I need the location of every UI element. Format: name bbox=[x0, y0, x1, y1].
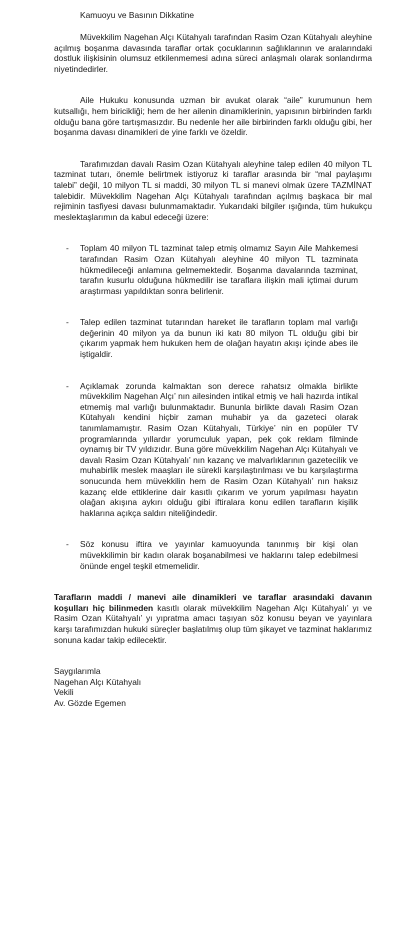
dash-marker: - bbox=[66, 317, 69, 328]
dash-marker: - bbox=[66, 539, 69, 550]
signature-lawyer: Av. Gözde Egemen bbox=[54, 697, 126, 708]
signature-client: Nagehan Alçı Kütahyalı bbox=[54, 676, 142, 687]
bullet-item bbox=[54, 243, 372, 296]
bullet-item bbox=[54, 381, 372, 519]
bullet-text: Açıklamak zorunda kalmaktan son derece rahatsız olmakla birlikte müvekkilim Nagehan Alçı’ nın ailesinden intikal etmiş ve hali hazırda intikal etmemiş mal varlığı bulunmaktadır. Bununla birlikte davalı Rasim Ozan Kütahyalı kendini hiçbir zaman muhabir ya da gazeteci olarak tanımlamamıştır. Rasim Ozan Kütahyalı, Türkiye’ nin en popüler TV programlarında yıllardır yorumculuk yapan, pek çok reklam filminde oynamış bir TV yıldızıdır. Buna göre müvekkilim Nagehan Alçı Kütahyalı ve davalı Rasim Ozan Kütahyalı’ nın kazanç ve malvarlıklarının gazetecilik ve muhabirlik meslek maaşları ile sürekli karşılaştırılması ve bu karşılaştırma sonucunda hem müvekkilin hem de Rasim Ozan Kütahyalı’ nın haksız kazanç elde ettiklerine dair kasıtlı çıkarım ve yorum yapılması hayatın olağan akışına aykırı olduğu gibi iftiralara konu edilen tarafların kişilik haklarına açıkça saldırı niteliğindedir. bbox=[80, 380, 358, 518]
spacer bbox=[54, 74, 372, 95]
spacer bbox=[54, 22, 372, 32]
bullet-text: Söz konusu iftira ve yayınlar kamuoyunda tanınmış bir kişi olan müvekkilimin bir kadın olarak boşanabilmesi ve haklarını talep edebilmesi önünde engel teşkil etmemelidir. bbox=[80, 539, 358, 571]
bullet-item bbox=[54, 317, 372, 359]
signature-greeting: Saygılarımla bbox=[54, 666, 101, 677]
spacer bbox=[54, 296, 372, 317]
bullet-item bbox=[54, 539, 372, 571]
spacer bbox=[54, 518, 372, 539]
spacer bbox=[54, 360, 372, 381]
paragraph-intro: Müvekkilim Nagehan Alçı Kütahyalı tarafından Rasim Ozan Kütahyalı aleyhine açılmış boşanma davasında taraflar ortak çocuklarının sağlıklarının ve aralarındaki dostluk ilişkisinin olumsuz etkilenmemesi adına süreci anlaşmalı olarak sonlandırma niyetindedirler. bbox=[54, 32, 372, 74]
signature-block bbox=[54, 666, 372, 708]
closing-text: kasıtlı olarak müvekkilim Nagehan Alçı Kütahyalı’ yı ve Rasim Ozan Kütahyalı’ yı yıpratma amacı taşıyan söz konusu beyan ve yayınlara karşı tarafımızdan hukuki süreçler başlatılmış olup tüm şikayet ve tazminat haklarımız sonuna kadar takip edilecektir. bbox=[54, 602, 372, 645]
dash-marker: - bbox=[66, 243, 69, 254]
paragraph-closing bbox=[54, 592, 372, 645]
signature-role: Vekili bbox=[54, 687, 74, 698]
document-title: Kamuoyu ve Basının Dikkatine bbox=[80, 10, 195, 20]
spacer bbox=[54, 645, 372, 666]
spacer bbox=[54, 138, 372, 159]
bullet-text: Toplam 40 milyon TL tazminat talep etmiş olmamız Sayın Aile Mahkemesi tarafından Rasim Ozan Kütahyalı aleyhine 40 milyon TL tazminata hükmedileceği anlamına gelmemektedir. Boşanma davalarında tazminat, tarafın kusurlu olduğuna hükmedilir ise taraflara ilişkin mali içtimai durum araştırması yapıldıktan sonra belirlenir. bbox=[80, 243, 358, 296]
spacer bbox=[54, 222, 372, 243]
spacer bbox=[54, 571, 372, 592]
paragraph-compensation: Tarafımızdan davalı Rasim Ozan Kütahyalı aleyhine talep edilen 40 milyon TL tazminat tutarı, önemle belirtmek istiyoruz ki taraflar arasında bir “mal paylaşımı talebi” değil, 10 milyon TL si maddi, 30 milyon TL si manevi olmak üzere TAZMİNAT talebidir. Müvekkilim Nagehan Alçı Kütahyalı tarafından açılmış başkaca bir mal rejiminin tasfiyesi davası bulunmamaktadır. Yukarıdaki bilgiler ışığında, tüm hukukçu meslektaşlarımın da kabul edeceği üzere: bbox=[54, 158, 372, 222]
dash-marker: - bbox=[66, 380, 69, 391]
closing-bold-text: Tarafların maddi / manevi aile dinamikleri ve taraflar arasındaki davanın koşulları hiç bilinmeden bbox=[54, 592, 372, 613]
paragraph-family-law: Aile Hukuku konusunda uzman bir avukat olarak “aile” kurumunun hem kutsallığı, hem biricikliği; hem de her ailenin dinamiklerinin, yapısının birbirinden farklı olduğu bana göre tartışmasızdır. Bu nedenle her aile birbirinden farklı olduğu gibi, her boşanma davası dinamikleri de yine farklı ve özeldir. bbox=[54, 95, 372, 138]
bullet-text: Talep edilen tazminat tutarından hareket ile tarafların toplam mal varlığı değerinin 40 milyon ya da bunun iki katı 80 milyon TL olduğu gibi bir çıkarım yapmak hem hukuken hem de olağan hayatın akışı içinde abes ile iştigaldir. bbox=[80, 317, 358, 360]
